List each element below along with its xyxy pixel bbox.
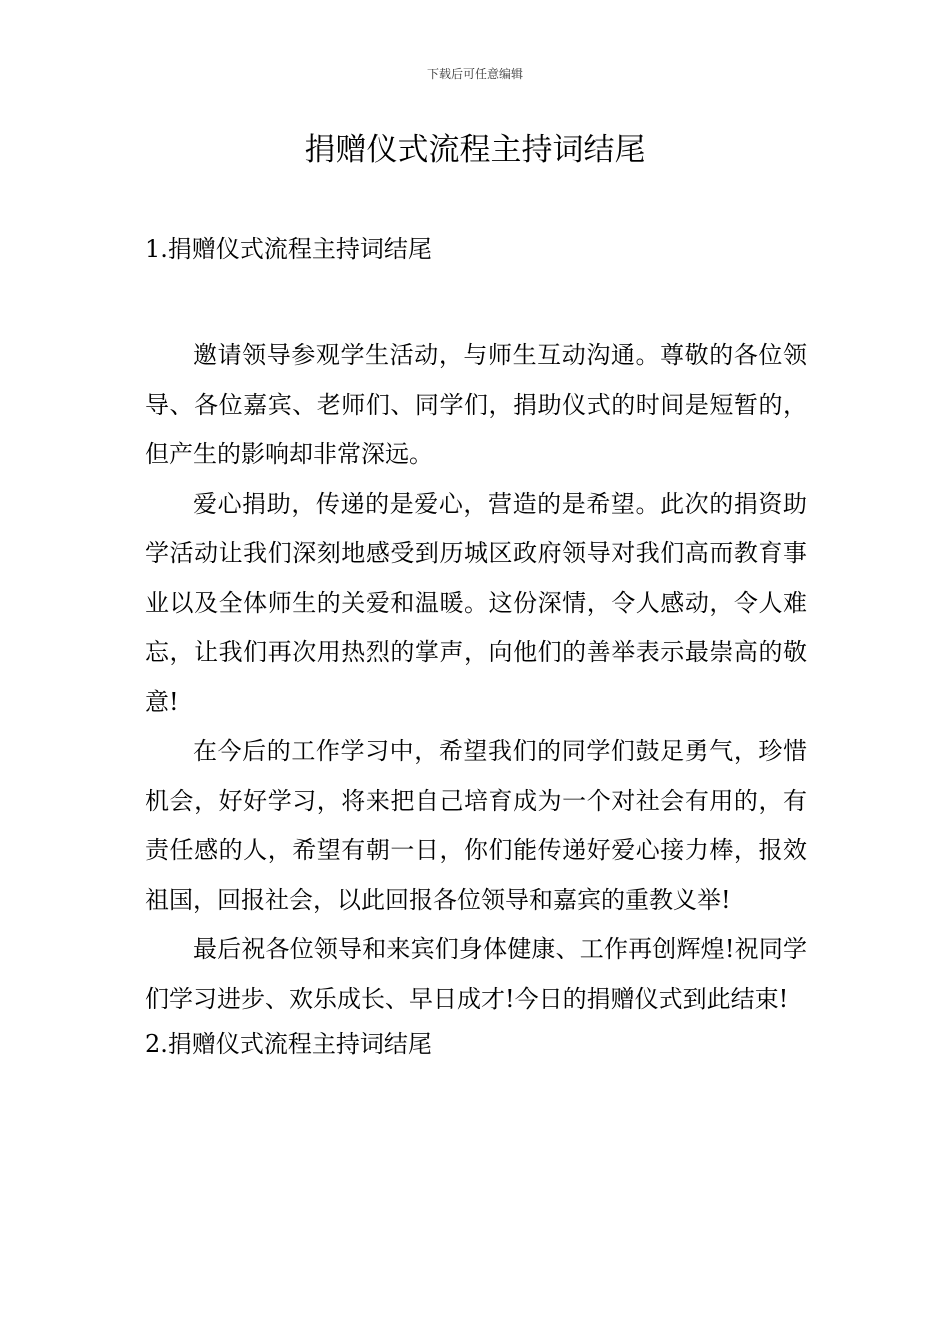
- paragraph-2: 爱心捐助，传递的是爱心，营造的是希望。此次的捐资助学活动让我们深刻地感受到历城区政府领导对我们高而教育事业以及全体师生的关爱和温暖。这份深情，令人感动，令人难忘，让我们再次用热烈的掌声，向他们的善举表示最崇高的敬意!: [145, 489, 807, 716]
- document-title: 捐赠仪式流程主持词结尾: [304, 132, 646, 168]
- paragraph-1: 邀请领导参观学生活动，与师生互动沟通。尊敬的各位领导、各位嘉宾、老师们、同学们，捐助仪式的时间是短暂的，但产生的影响却非常深远。: [145, 341, 807, 468]
- section-heading-1: 1.捐赠仪式流程主持词结尾: [145, 235, 432, 263]
- paragraph-3: 在今后的工作学习中，希望我们的同学们鼓足勇气，珍惜机会，好好学习，将来把自己培育成为一个对社会有用的，有责任感的人，希望有朝一日，你们能传递好爱心接力棒，报效祖国，回报社会，以此回报各位领导和嘉宾的重教义举!: [145, 737, 807, 914]
- header-note: 下载后可任意编辑: [426, 67, 523, 81]
- paragraph-4: 最后祝各位领导和来宾们身体健康、工作再创辉煌!祝同学们学习进步、欢乐成长、早日成才!今日的捐赠仪式到此结束!: [145, 935, 807, 1013]
- document-body: [145, 229, 807, 1064]
- section-heading-2: 2.捐赠仪式流程主持词结尾: [145, 1030, 432, 1058]
